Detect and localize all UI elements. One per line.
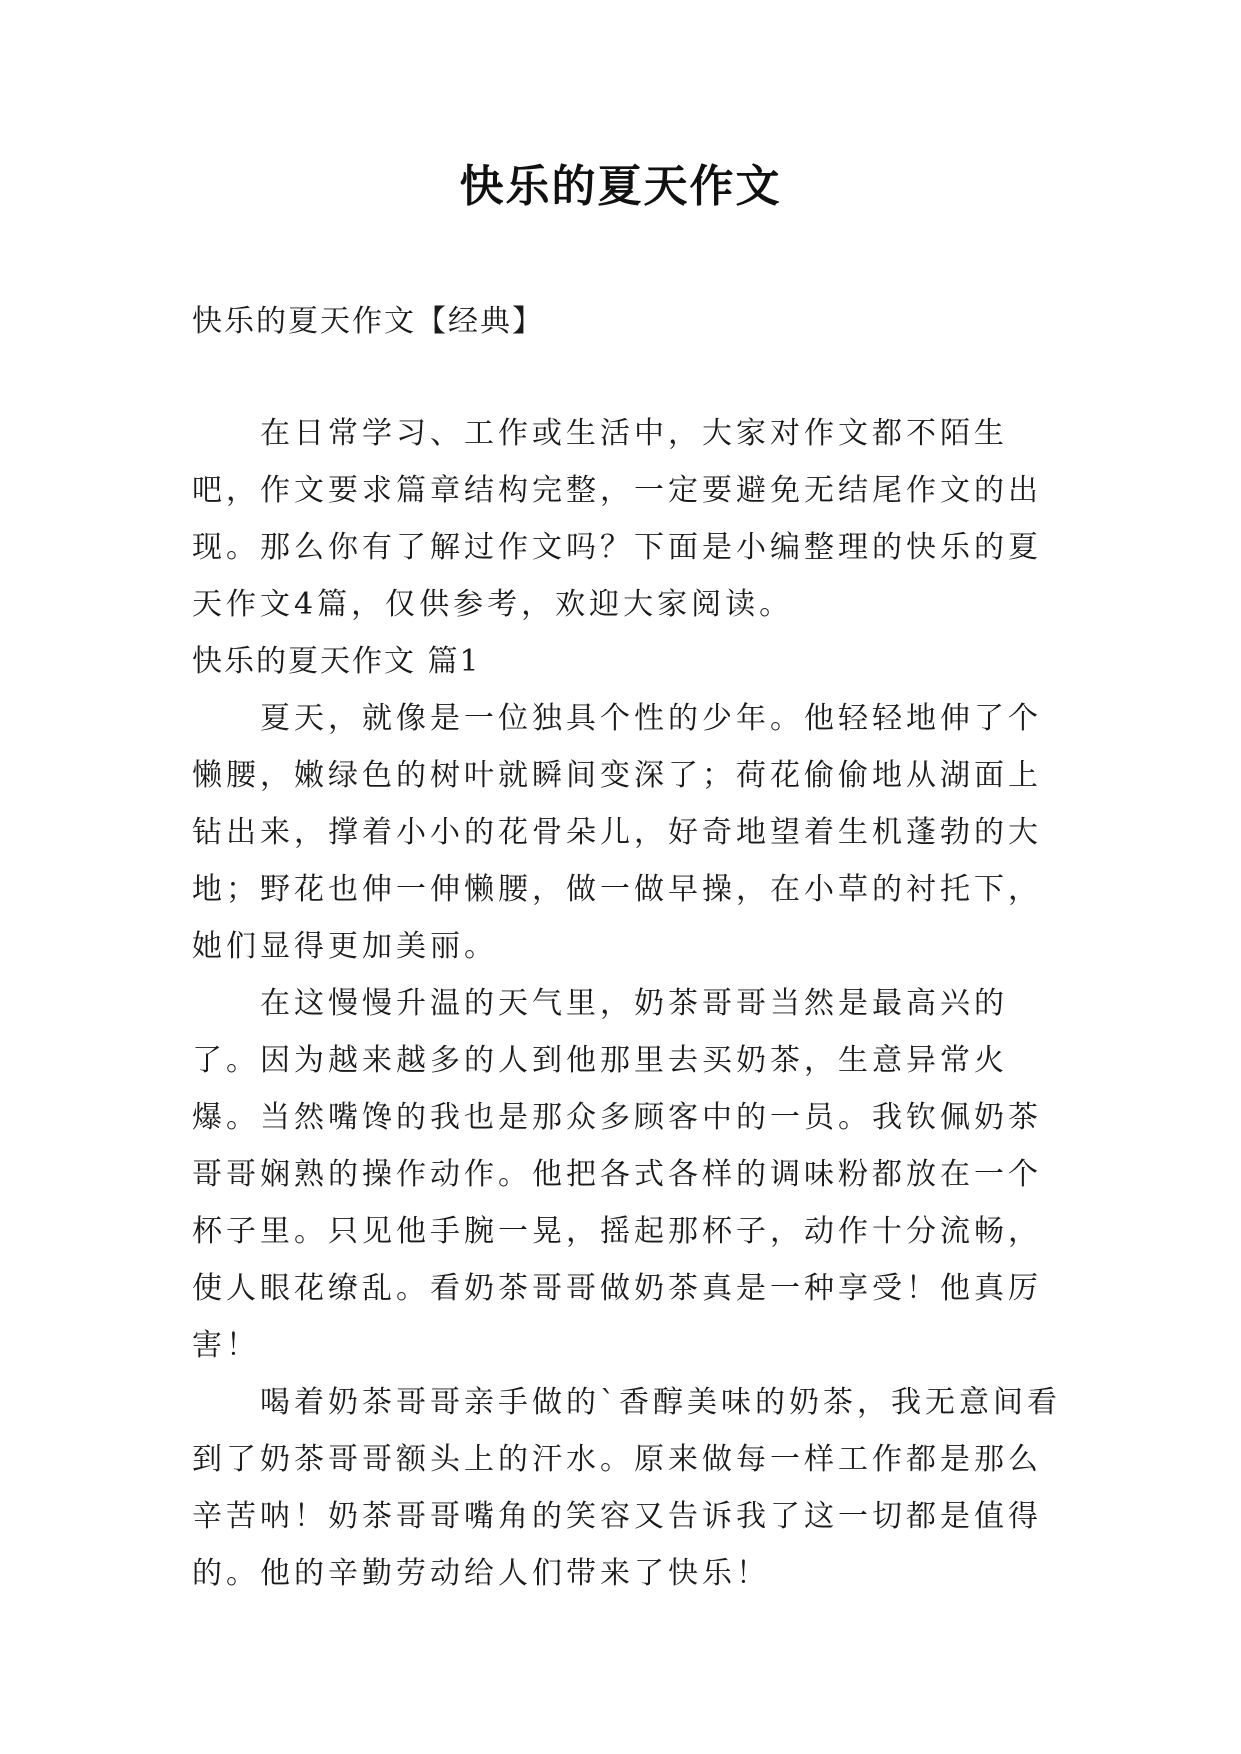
intro-paragraph: 在日常学习、工作或生活中，大家对作文都不陌生吧，作文要求篇章结构完整，一定要避免无结尾作文的出现。那么你有了解过作文吗？下面是小编整理的快乐的夏天作文4篇，仅供参考，欢迎大家阅读。 [192,416,1042,622]
document-body [192,405,1072,1602]
document-subtitle: 快乐的夏天作文【经典】 [192,304,544,339]
body-paragraph: 在这慢慢升温的天气里，奶茶哥哥当然是最高兴的了。因为越来越多的人到他那里去买奶茶，生意异常火爆。当然嘴馋的我也是那众多顾客中的一员。我钦佩奶茶哥哥娴熟的操作动作。他把各式各样的调味粉都放在一个杯子里。只见他手腕一晃，摇起那杯子，动作十分流畅，使人眼花缭乱。看奶茶哥哥做奶茶真是一种享受！他真厉害！ [192,986,1042,1363]
body-paragraph: 夏天，就像是一位独具个性的少年。他轻轻地伸了个懒腰，嫩绿色的树叶就瞬间变深了；荷花偷偷地从湖面上钻出来，撑着小小的花骨朵儿，好奇地望着生机蓬勃的大地；野花也伸一伸懒腰，做一做早操，在小草的衬托下，她们显得更加美丽。 [192,701,1042,964]
section-heading: 快乐的夏天作文 篇1 [192,644,481,679]
document-title: 快乐的夏天作文 [459,161,782,212]
body-paragraph: 喝着奶茶哥哥亲手做的`香醇美味的奶茶，我无意间看到了奶茶哥哥额头上的汗水。原来做每一样工作都是那么辛苦呐！奶茶哥哥嘴角的笑容又告诉我了这一切都是值得的。他的辛勤劳动给人们带来了快乐！ [192,1385,1061,1591]
